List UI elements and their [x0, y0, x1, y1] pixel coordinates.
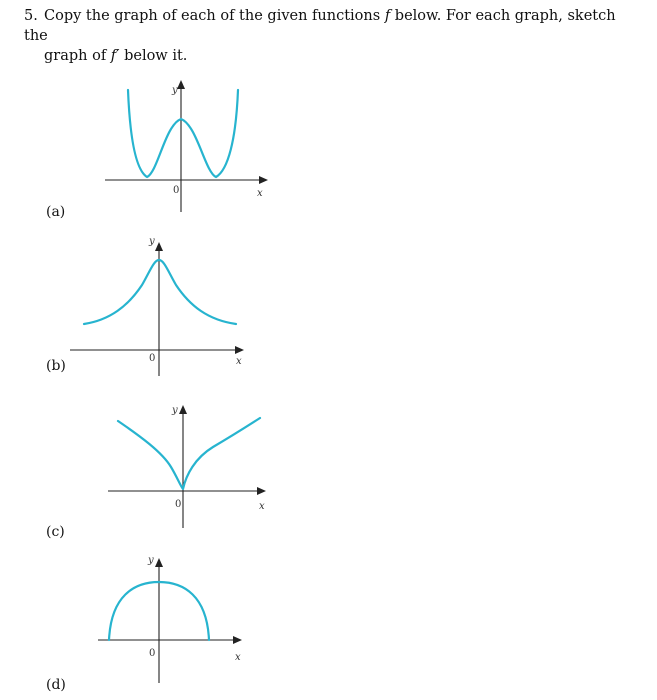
graph-c-x-label: x: [259, 501, 265, 512]
graph-a-y-label: y: [172, 85, 178, 96]
graph-d-origin-label: 0: [149, 648, 156, 659]
part-label-b: (b): [46, 358, 66, 374]
graph-c-y-label: y: [172, 405, 178, 416]
graph-b-x-arrow: [235, 346, 244, 354]
part-label-a: (a): [46, 204, 66, 220]
graph-d-x-label: x: [235, 652, 241, 663]
problem-text-2b: below it.: [119, 48, 188, 64]
graph-a-x-label: x: [257, 188, 263, 199]
graph-c-y-arrow: [179, 405, 187, 414]
graph-a: [105, 80, 268, 212]
function-f-prime: f′: [110, 48, 120, 64]
graph-a-x-arrow: [259, 176, 268, 184]
graph-b-curve: [84, 260, 236, 324]
graph-c-x-arrow: [257, 487, 266, 495]
graph-d-y-label: y: [148, 555, 154, 566]
problem-text-1b: below. For each graph, sketch the: [24, 8, 616, 44]
graph-d-x-arrow: [233, 636, 242, 644]
problem-number: 5.: [24, 8, 38, 24]
part-label-d: (d): [46, 677, 66, 693]
graph-c-origin-label: 0: [175, 499, 182, 510]
graph-b-origin-label: 0: [149, 353, 156, 364]
graph-d-y-arrow: [155, 558, 163, 567]
graph-a-origin-label: 0: [173, 185, 180, 196]
graph-b-x-label: x: [236, 356, 242, 367]
problem-text-1: Copy the graph of each of the given functions: [44, 8, 385, 24]
function-f: f: [384, 8, 391, 24]
graph-c: [108, 405, 266, 528]
graph-b: [70, 236, 244, 376]
graph-c-curve: [118, 418, 260, 489]
graph-a-y-arrow: [177, 80, 185, 89]
part-label-c: (c): [46, 524, 65, 540]
graph-b-y-arrow: [155, 242, 163, 251]
graph-d: [98, 555, 242, 683]
graph-a-curve: [128, 90, 238, 177]
problem-text-2a: graph of: [44, 48, 111, 64]
graph-b-y-label: y: [149, 236, 155, 247]
